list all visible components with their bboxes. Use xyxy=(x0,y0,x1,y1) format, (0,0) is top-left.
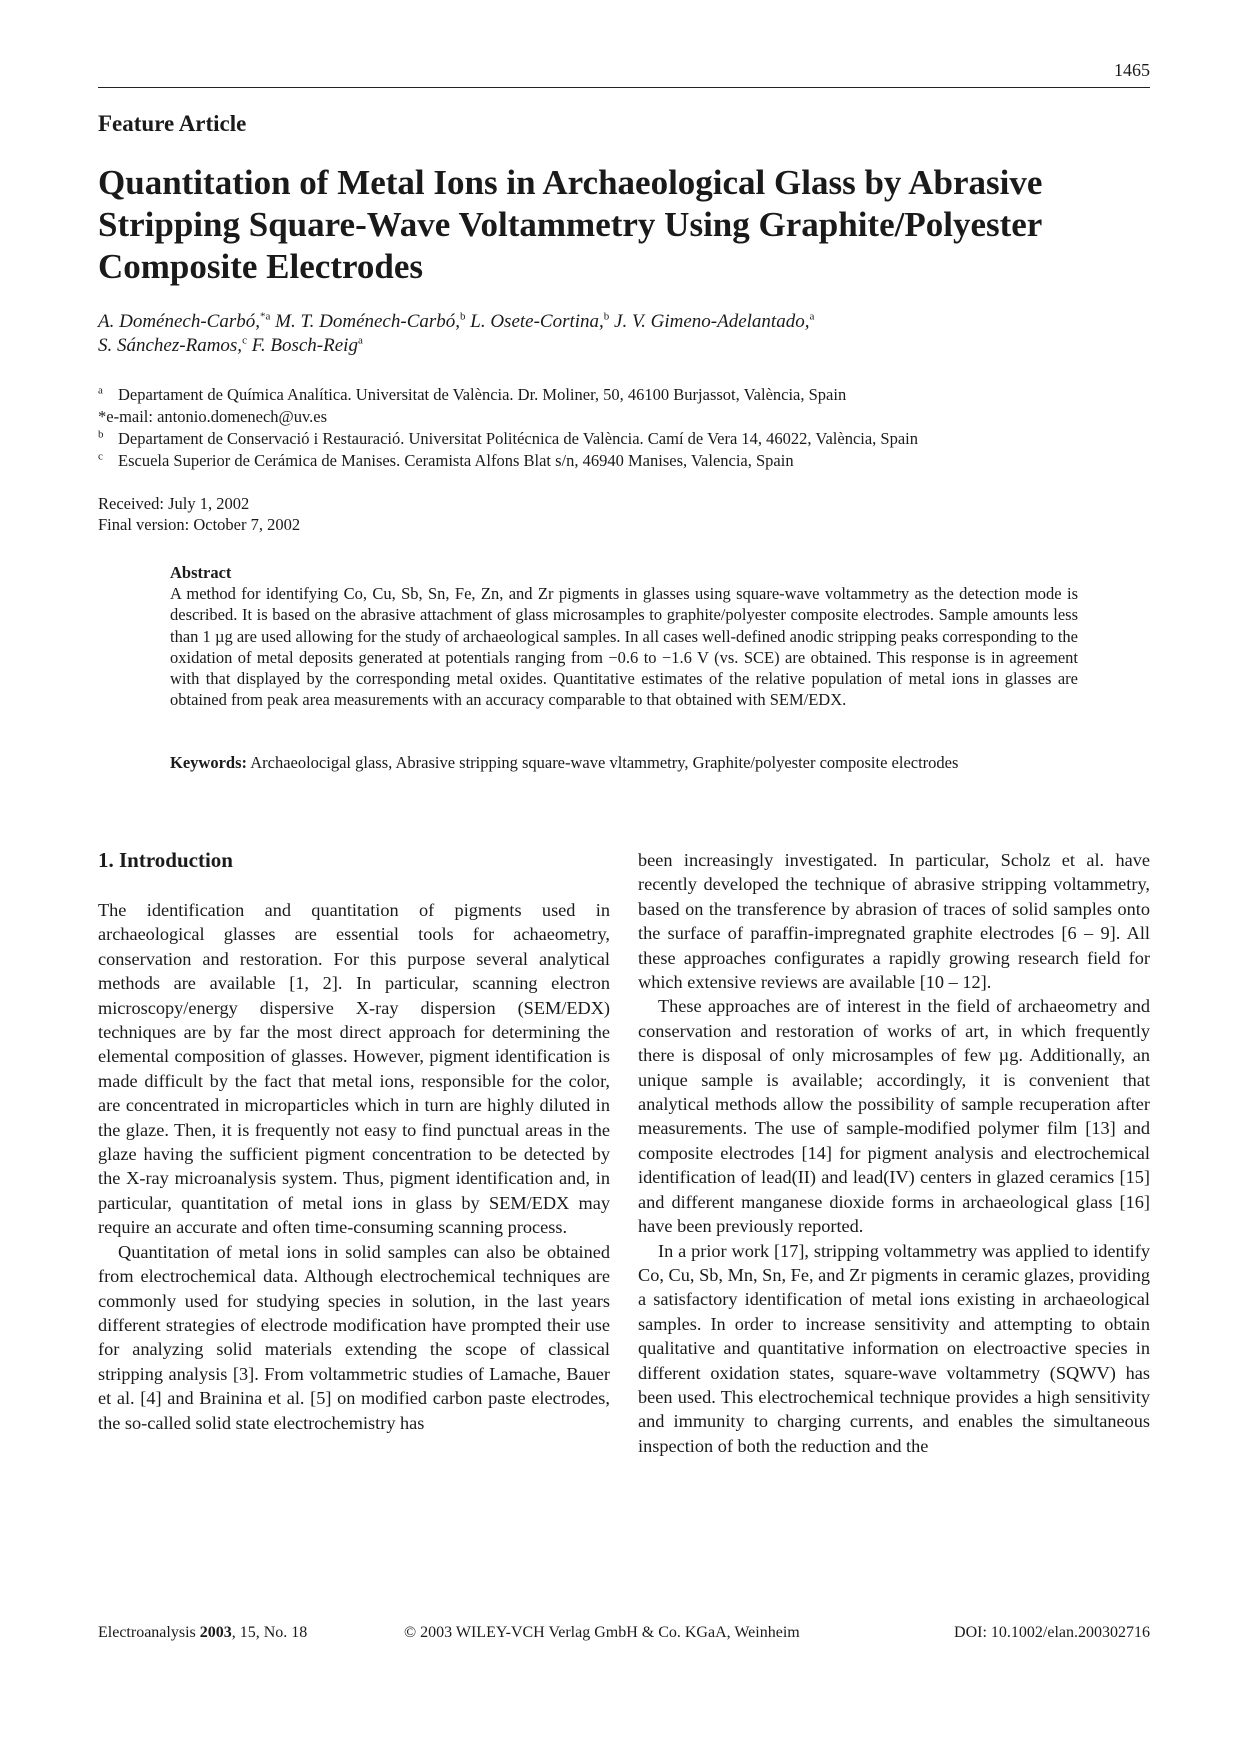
keywords xyxy=(170,752,1078,774)
paragraph: been increasingly investigated. In particular, Scholz et al. have recently developed the technique of abrasive stripping voltammetry, based on the transference by abrasion of traces of solid samples onto the surface of paraffin-impregnated graphite electrodes [6 – 9]. All these approaches configurates a rapidly growing research field for which extensive reviews are available [10 – 12]. xyxy=(638,850,1150,993)
author-affiliation-mark: a xyxy=(357,334,363,347)
section-heading: 1. Introduction xyxy=(98,848,233,872)
final-version-date: Final version: October 7, 2002 xyxy=(98,515,301,534)
abstract-heading: Abstract xyxy=(170,563,232,582)
received-date: Received: July 1, 2002 xyxy=(98,494,250,513)
author: M. T. Doménech-Carbó, xyxy=(275,311,461,332)
affiliation-text: Escuela Superior de Cerámica de Manises. Ceramista Alfons Blat s/n, 46940 Manises, Valencia, Spain xyxy=(118,451,794,470)
journal-name: Electroanalysis xyxy=(98,1624,196,1641)
keywords-text: Archaeolocigal glass, Abrasive stripping square-wave vltammetry, Graphite/polyester composite electrodes xyxy=(250,753,959,772)
journal-year: 2003 xyxy=(199,1624,232,1641)
doi: DOI: 10.1002/elan.200302716 xyxy=(954,1624,1150,1641)
affiliation-mark: c xyxy=(98,450,103,463)
author-affiliation-mark: *a xyxy=(260,310,271,323)
author-list xyxy=(98,310,1158,358)
page-number: 1465 xyxy=(1114,60,1150,80)
paragraph: In a prior work [17], stripping voltammetry was applied to identify Co, Cu, Sb, Mn, Sn, Fe, and Zr pigments in ceramic glazes, providing a satisfactory identification of metal ions existing in archaeological samples. In order to increase sensitivity and attempting to obtain qualitative and quantitative information on electroactive species in different oxidation states, square-wave voltammetry (SQWV) has been used. This electrochemical technique provides a high sensitivity and immunity to charging currents, and enables the simultaneous inspection of both the reduction and the xyxy=(638,1240,1150,1456)
author-line-1 xyxy=(98,310,1158,334)
abstract xyxy=(170,562,1078,710)
author: F. Bosch-Reig xyxy=(251,335,358,356)
affiliation xyxy=(98,428,1158,450)
header-rule xyxy=(98,87,1150,88)
author: S. Sánchez-Ramos, xyxy=(98,335,243,356)
abstract-text: A method for identifying Co, Cu, Sb, Sn, Fe, Zn, and Zr pigments in glasses using square-wave voltammetry as the detection mode is described. It is based on the abrasive attachment of glass microsamples to graphite/polyester composite electrodes. Sample amounts less than 1 µg are used allowing for the study of archaeological samples. In all cases well-defined anodic stripping peaks corresponding to the oxidation of metal deposits generated at potentials ranging from −0.6 to −1.6 V (vs. SCE) are obtained. This response is in agreement with that displayed by the corresponding metal oxides. Quantitative estimates of the relative population of metal ions in glasses are obtained from peak area measurements with an accuracy comparable to that obtained with SEM/EDX. xyxy=(170,584,1078,710)
right-column xyxy=(638,848,1150,1458)
affiliation xyxy=(98,384,1158,406)
author-affiliation-mark: a xyxy=(809,310,815,323)
affiliation xyxy=(98,450,1158,472)
author-affiliation-mark: c xyxy=(242,334,247,347)
author: L. Osete-Cortina, xyxy=(470,311,604,332)
paragraph: The identification and quantitation of pigments used in archaeological glasses are essential tools for achaeometry, conservation and restoration. For this purpose several analytical methods are available [1, 2]. In particular, scanning electron microscopy/energy dispersive X-ray dispersion (SEM/EDX) techniques are by far the most direct approach for determining the elemental composition of glasses. However, pigment identification is made difficult by the fact that metal ions, responsible for the color, are concentrated in microparticles which in turn are highly diluted in the glaze. Then, it is frequently not easy to find punctual areas in the glaze having the sufficient pigment concentration to be detected by the X-ray microanalysis system. Thus, pigment identification and, in particular, quantitation of metal ions in glass by SEM/EDX may require an accurate and often time-consuming scanning process. xyxy=(98,900,610,1238)
journal-volume: , 15, No. 18 xyxy=(231,1624,308,1641)
affiliation-mark: a xyxy=(98,384,103,397)
affiliation-text: Departament de Conservació i Restauració. Universitat Politécnica de València. Camí de Vera 14, 46022, València, Spain xyxy=(118,429,919,448)
left-column xyxy=(98,848,610,1435)
keywords-label: Keywords: xyxy=(170,753,247,772)
author-affiliation-mark: b xyxy=(603,310,610,323)
affiliation-email xyxy=(98,406,1158,428)
journal-citation xyxy=(98,1624,307,1642)
affiliation-mark: b xyxy=(98,428,104,441)
paragraph: These approaches are of interest in the field of archaeometry and conservation and restoration of works of art, in which frequently there is disposal of only microsamples of few µg. Additionally, an unique sample is available; accordingly, it is convenient that analytical methods allow the possibility of sample recuperation after measurements. The use of sample-modified polymer film [13] and composite electrodes [14] for pigment analysis and electrochemical identification of lead(II) and lead(IV) centers in glazed ceramics [15] and different manganese dioxide forms in archaeological glass [16] have been previously reported. xyxy=(638,996,1150,1237)
article-title: Quantitation of Metal Ions in Archaeological Glass by Abrasive Stripping Square-Wave Voltammetry Using Graphite/Polyester Composite Electrodes xyxy=(98,163,1043,286)
affiliation-list xyxy=(98,384,1158,472)
email-text: *e-mail: antonio.domenech@uv.es xyxy=(98,407,328,426)
affiliation-text: Departament de Química Analítica. Universitat de València. Dr. Moliner, 50, 46100 Burjassot, València, Spain xyxy=(118,385,847,404)
paragraph: Quantitation of metal ions in solid samples can also be obtained from electrochemical data. Although electrochemical techniques are commonly used for studying species in solution, in the last years different strategies of electrode modification have prompted their use for analyzing solid materials extending the scope of classical stripping analysis [3]. From voltammetric studies of Lamache, Bauer et al. [4] and Brainina et al. [5] on modified carbon paste electrodes, the so-called solid state electrochemistry has xyxy=(98,1241,610,1433)
copyright: © 2003 WILEY-VCH Verlag GmbH & Co. KGaA, Weinheim xyxy=(404,1624,800,1641)
author-affiliation-mark: b xyxy=(460,310,466,323)
publication-dates xyxy=(98,493,300,535)
article-type: Feature Article xyxy=(98,111,247,136)
author: A. Doménech-Carbó, xyxy=(98,311,260,332)
author: J. V. Gimeno-Adelantado, xyxy=(614,311,810,332)
author-line-2 xyxy=(98,334,1158,358)
